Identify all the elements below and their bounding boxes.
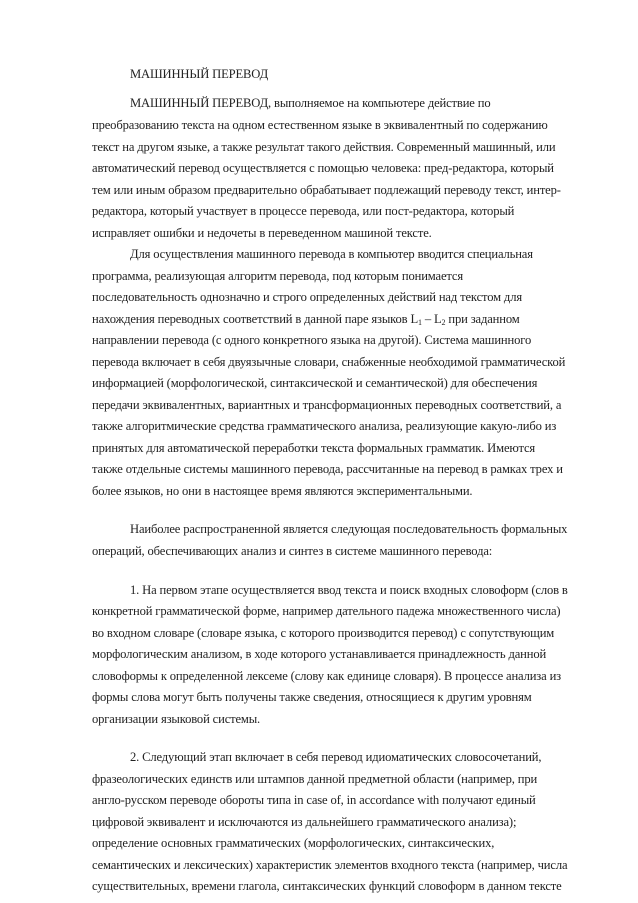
paragraph-2-line-6: перевода включает в себя двуязычные словари, снабженные необходимой грамматической — [92, 355, 566, 369]
paragraph-2-line-9: также алгоритмические средства грамматического анализа, реализующие какую-либо из — [92, 419, 557, 433]
paragraph-1-line-2: преобразованию текста на одном естественном языке в эквивалентный по содержанию — [92, 118, 548, 132]
paragraph-2-line-7: информацией (морфологической, синтаксической и семантической) для обеспечения — [92, 376, 538, 390]
paragraph-4-line-3: во входном словаре (словаре языка, с которого производится перевод) с сопутствующим — [92, 626, 555, 640]
paragraph-3-line-2: операций, обеспечивающих анализ и синтез в системе машинного перевода: — [92, 544, 493, 558]
paragraph-4-line-2: конкретной грамматической форме, например дательного падежа множественного числа) — [92, 604, 561, 618]
paragraph-2-line-8: передачи эквивалентных, вариантных и трансформационных переводных соответствий, а — [92, 398, 562, 412]
paragraph-4-line-1: 1. На первом этапе осуществляется ввод текста и поиск входных словоформ (слов в — [130, 583, 568, 597]
paragraph-1-line-5: тем или иным образом предварительно обрабатывает подлежащий переводу текст, интер- — [92, 183, 561, 197]
paragraph-1-line-3: текст на другом языке, а также результат такого действия. Современный машинный, или — [92, 140, 556, 154]
document-heading: МАШИННЫЙ ПЕРЕВОД — [130, 67, 269, 81]
paragraph-2-line-3: последовательность однозначно и строго определенных действий над текстом для — [92, 290, 522, 304]
paragraph-1-line-6: редактора, который участвует в процессе перевода, или пост-редактора, который — [92, 204, 515, 218]
paragraph-2-line-4-text: нахождения переводных соответствий в данной паре языков L — [92, 312, 418, 326]
paragraph-2-line-4-tail: при заданном — [445, 312, 520, 326]
paragraph-5-line-2: фразеологических единств или штампов данной предметной области (например, при — [92, 772, 538, 786]
paragraph-4-line-7: организации языковой системы. — [92, 712, 261, 726]
paragraph-2-line-4-dash: – L — [421, 312, 442, 326]
paragraph-2-line-2: программа, реализующая алгоритм перевода, под которым понимается — [92, 269, 463, 283]
paragraph-2-line-4 — [92, 311, 520, 327]
paragraph-5-line-4: цифровой эквивалент и исключаются из дальнейшего грамматического анализа); — [92, 815, 517, 829]
paragraph-2-line-10: принятых для автоматической переработки текста формальных грамматик. Имеются — [92, 441, 536, 455]
paragraph-4-line-6: формы слова могут быть получены также сведения, относящиеся к другим уровням — [92, 690, 532, 704]
paragraph-1-line-1: МАШИННЫЙ ПЕРЕВОД, выполняемое на компьютере действие по — [130, 96, 491, 110]
paragraph-4-line-5: словоформы к определенной лексеме (слову как единице словаря). В процессе анализа из — [92, 669, 561, 683]
language-1-subscript: 1 — [417, 318, 422, 327]
paragraph-5-line-5: определение основных грамматических (морфологических, синтаксических, — [92, 836, 495, 850]
paragraph-4-line-4: морфологическим анализом, в ходе которого устанавливается принадлежность данной — [92, 647, 547, 661]
language-2-subscript: 2 — [441, 318, 446, 327]
paragraph-5-line-7: существительных, времени глагола, синтаксических функций словоформ в данном тексте — [92, 879, 562, 893]
paragraph-1-line-7: исправляет ошибки и недочеты в переведенном машиной тексте. — [92, 226, 432, 240]
paragraph-2-line-5: направлении перевода (с одного конкретного языка на другой). Система машинного — [92, 333, 532, 347]
paragraph-5-line-1: 2. Следующий этап включает в себя перевод идиоматических словосочетаний, — [130, 750, 542, 764]
paragraph-2-line-11: также отдельные системы машинного перевода, рассчитанные на перевод в рамках трех и — [92, 462, 563, 476]
paragraph-3-line-1: Наиболее распространенной является следующая последовательность формальных — [130, 522, 568, 536]
paragraph-2-line-1: Для осуществления машинного перевода в компьютер вводится специальная — [130, 247, 533, 261]
paragraph-2-line-12: более языков, но они в настоящее время являются экспериментальными. — [92, 484, 473, 498]
paragraph-5-line-6: семантических и лексических) характеристик элементов входного текста (например, числа — [92, 858, 568, 872]
paragraph-5-line-3: англо-русском переводе обороты типа in case of, in accordance with получают единый — [92, 793, 536, 807]
paragraph-1-line-4: автоматический перевод осуществляется с помощью человека: пред-редактора, который — [92, 161, 554, 175]
